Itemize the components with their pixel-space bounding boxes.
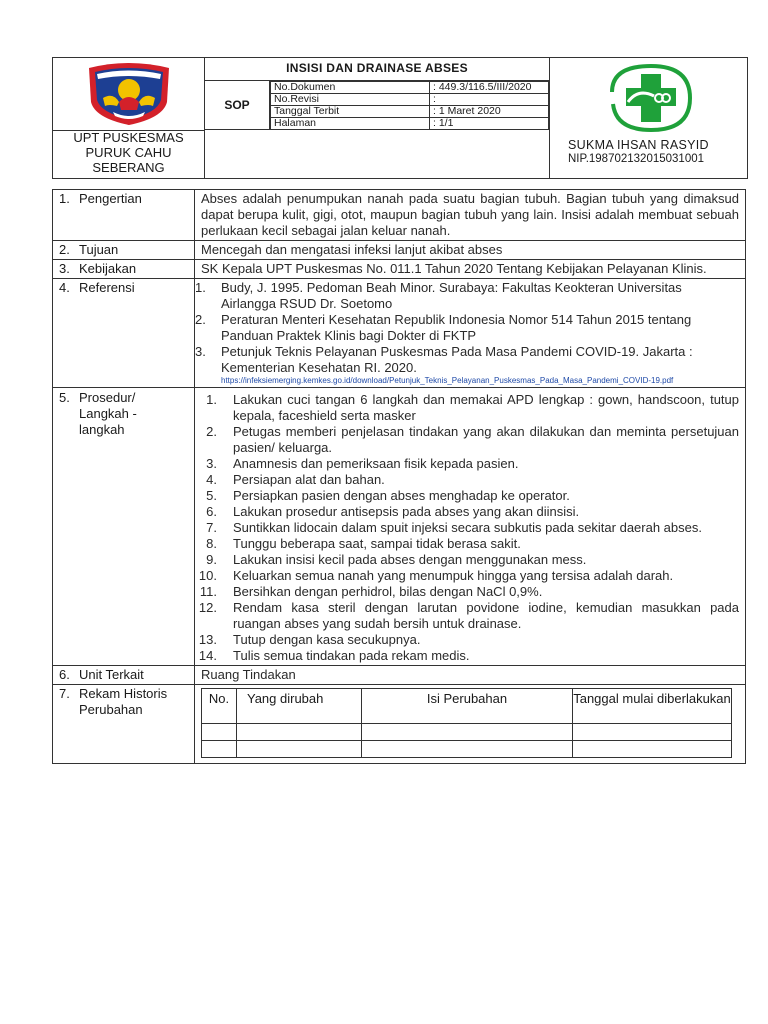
revision-history-table [201,688,732,758]
list-item: 3. Anamnesis dan pemeriksaan fisik kepada pasien. [206,456,519,471]
row-kebijakan [53,260,746,279]
list-item: 2. Petugas memberi penjelasan tindakan yang akan dilakukan dan meminta persetujuan pasien/ keluarga. [206,424,739,455]
row-pengertian [53,190,746,241]
table-header-row [202,689,732,724]
document-header [52,57,748,179]
prosedur-content [195,388,746,666]
row-label: 6. Unit Terkait [53,666,195,685]
officer-block [550,138,747,166]
meta-row: Tanggal Terbit : 1 Maret 2020 [271,106,549,118]
unit-text: Ruang Tindakan [195,666,746,685]
row-referensi [53,279,746,388]
table-row [202,741,732,758]
row-tujuan [53,241,746,260]
document-meta-table [270,81,549,130]
row-label: 5. Prosedur/ Langkah - langkah [53,388,195,666]
regional-emblem-logo [83,62,175,126]
tujuan-text: Mencegah dan mengatasi infeksi lanjut akibat abses [195,241,746,260]
list-item: 14. Tulis semua tindakan pada rekam medis. [198,648,470,663]
list-item: 11. Bersihkan dengan perhidrol, bilas dengan NaCl 0,9%. [199,584,543,599]
row-label: 7. Rekam Historis Perubahan [53,685,195,764]
reference-list [195,280,739,376]
column-header: No. [202,689,237,724]
row-label: 1. Pengertian [53,190,195,241]
row-label: 4. Referensi [53,279,195,388]
row-unit-terkait [53,666,746,685]
list-item: 1. Lakukan cuci tangan 6 langkah dan memakai APD lengkap : gown, handscoon, tutup kepala, faceshield serta masker [206,392,739,423]
institution-name: UPT PUSKESMAS PURUK CAHU SEBERANG [73,130,184,175]
reference-url-link[interactable]: https://infeksiemerging.kemkes.go.id/download/Petunjuk_Teknis_Pelayanan_Puskesmas_Pada_Masa_Pandemi_COVID-19.pdf [221,376,674,385]
list-item: 2. Peraturan Menteri Kesehatan Republik Indonesia Nomor 514 Tahun 2015 tentang Panduan Praktek Klinis bagi Dokter di FKTP [195,312,692,343]
list-item: 4. Persiapan alat dan bahan. [206,472,385,487]
meta-row: Halaman : 1/1 [271,118,549,130]
revision-history-cell [195,685,746,764]
officer-nip: NIP.198702132015031001 [568,153,705,165]
column-header: Yang dirubah [237,689,362,724]
row-label: 2. Tujuan [53,241,195,260]
list-item: 10. Keluarkan semua nanah yang menumpuk hingga yang tersisa adalah darah. [198,568,674,583]
list-item: 1. Budy, J. 1995. Pedoman Beah Minor. Surabaya: Fakultas Keokteran Universitas Airlangga RSUD Dr. Soetomo [195,280,682,311]
procedure-steps [195,392,739,664]
kebijakan-text: SK Kepala UPT Puskesmas No. 011.1 Tahun 2020 Tentang Kebijakan Pelayanan Klinis. [195,260,746,279]
officer-name: SUKMA IHSAN RASYID [568,138,709,152]
list-item: 6. Lakukan prosedur antisepsis pada abses yang akan diinsisi. [206,504,580,519]
pengertian-text: Abses adalah penumpukan nanah pada suatu bagian tubuh. Bagian tubuh yang dimaksud dapat berupa kulit, gigi, otot, maupun bagian tubuh yang lain. Insisi adalah membuat sebuah perlukaan kecil sebagai jalan keluar nanah. [195,190,746,241]
list-item: 7. Suntikkan lidocain dalam spuit injeksi secara subkutis pada sekitar daerah abses. [206,520,702,535]
column-header: Isi Perubahan [362,689,573,724]
puskesmas-cross-logo [608,62,694,134]
referensi-content [195,279,746,388]
list-item: 8. Tunggu beberapa saat, sampai tidak berasa sakit. [206,536,521,551]
list-item: 13. Tutup dengan kasa secukupnya. [198,632,421,647]
row-prosedur [53,388,746,666]
row-label: 3. Kebijakan [53,260,195,279]
meta-row: No.Dokumen : 449.3/116.5/III/2020 [271,82,549,94]
list-item: 3. Petunjuk Teknis Pelayanan Puskesmas Pada Masa Pandemi COVID-19. Jakarta : Kementerian Kesehatan RI. 2020. [195,344,693,375]
table-row [202,724,732,741]
list-item: 5. Persiapkan pasien dengan abses menghadap ke operator. [206,488,570,503]
sop-content-table [52,189,746,764]
row-rekam-historis [53,685,746,764]
meta-row: No.Revisi : [271,94,549,106]
column-header: Tanggal mulai diberlakukan [573,689,732,724]
document-title: INSISI DAN DRAINASE ABSES [286,61,468,75]
sop-label: SOP [224,98,250,112]
list-item: 9. Lakukan insisi kecil pada abses dengan menggunakan mess. [206,552,587,567]
list-item: 12. Rendam kasa steril dengan larutan povidone iodine, kemudian masukkan pada ruangan abses yang sudah bersih untuk drainase. [198,600,739,631]
